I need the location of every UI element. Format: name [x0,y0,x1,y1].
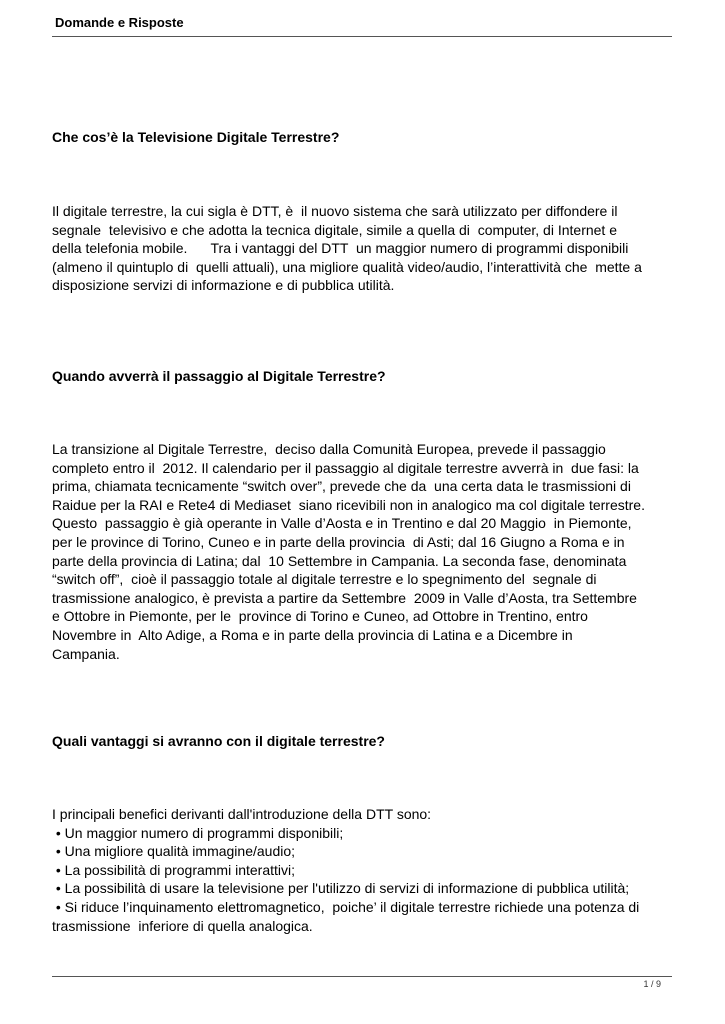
page-header-title: Domande e Risposte [55,15,184,30]
list-item: • Si riduce l’inquinamento elettromagnetico, poiche’ il digitale terrestre richiede una potenza di [52,898,640,915]
section-1-heading: Che cos’è la Televisione Digitale Terrestre? [52,129,340,145]
paragraph-line: Novembre in Alto Adige, a Roma e in parte della provincia di Latina e a Dicembre in [52,626,573,643]
paragraph-line: Campania. [52,645,120,662]
paragraph-line: prima, chiamata tecnicamente “switch over”, prevede che da una certa data le trasmissioni di [52,478,631,495]
paragraph-line: completo entro il 2012. Il calendario per il passaggio al digitale terrestre avverrà in due fasi: la [52,459,639,476]
list-item: • Una migliore qualità immagine/audio; [52,843,296,860]
section-2-heading: Quando avverrà il passaggio al Digitale Terrestre? [52,368,386,384]
paragraph-line: e Ottobre in Piemonte, per le province di Torino e Cuneo, ad Ottobre in Trentino, entro [52,608,588,625]
page-number: 1 / 9 [643,979,661,989]
footer-divider [52,976,672,977]
list-item: • Un maggior numero di programmi disponibili; [52,824,344,841]
paragraph-line: parte della provincia di Latina; dal 10 Settembre in Campania. La seconda fase, denominata [52,552,627,569]
section-1-paragraph [52,202,677,295]
list-item: • La possibilità di usare la televisione per l'utilizzo di servizi di informazione di pubblica utilità; [52,880,630,897]
paragraph-line: Questo passaggio è già operante in Valle d’Aosta e in Trentino e dal 20 Maggio in Piemonte, [52,515,632,532]
paragraph-line: Raidue per la RAI e Rete4 di Mediaset siano ricevibili non in analogico ma col digitale terrestre. [52,496,645,513]
section-3-paragraph [52,805,677,935]
paragraph-line: disposizione servizi di informazione e di pubblica utilità. [52,277,395,294]
section-2-paragraph [52,440,677,663]
paragraph-line: della telefonia mobile. Tra i vantaggi del DTT un maggior numero di programmi disponibili [52,240,629,257]
paragraph-line: Il digitale terrestre, la cui sigla è DTT, è il nuovo sistema che sarà utilizzato per diffondere il [52,203,618,219]
list-item: • La possibilità di programmi interattivi; [52,861,295,878]
header-divider [52,36,672,37]
paragraph-line: per le province di Torino, Cuneo e in parte della provincia di Asti; dal 16 Giugno a Roma e in [52,533,625,550]
paragraph-line: “switch off”, cioè il passaggio totale al digitale terrestre e lo spegnimento del segnale di [52,571,597,588]
paragraph-line: segnale televisivo e che adotta la tecnica digitale, simile a quella di computer, di Internet e [52,221,617,238]
paragraph-line: trasmissione inferiore di quella analogica. [52,917,313,934]
paragraph-line: La transizione al Digitale Terrestre, deciso dalla Comunità Europea, prevede il passaggio [52,441,606,457]
section-3-heading: Quali vantaggi si avranno con il digitale terrestre? [52,733,385,749]
paragraph-line: trasmissione analogico, è prevista a partire da Settembre 2009 in Valle d’Aosta, tra Settembre [52,589,637,606]
paragraph-line: I principali benefici derivanti dall'introduzione della DTT sono: [52,806,432,822]
paragraph-line: (almeno il quintuplo di quelli attuali), una migliore qualità video/audio, l’interattività che mette a [52,258,642,275]
